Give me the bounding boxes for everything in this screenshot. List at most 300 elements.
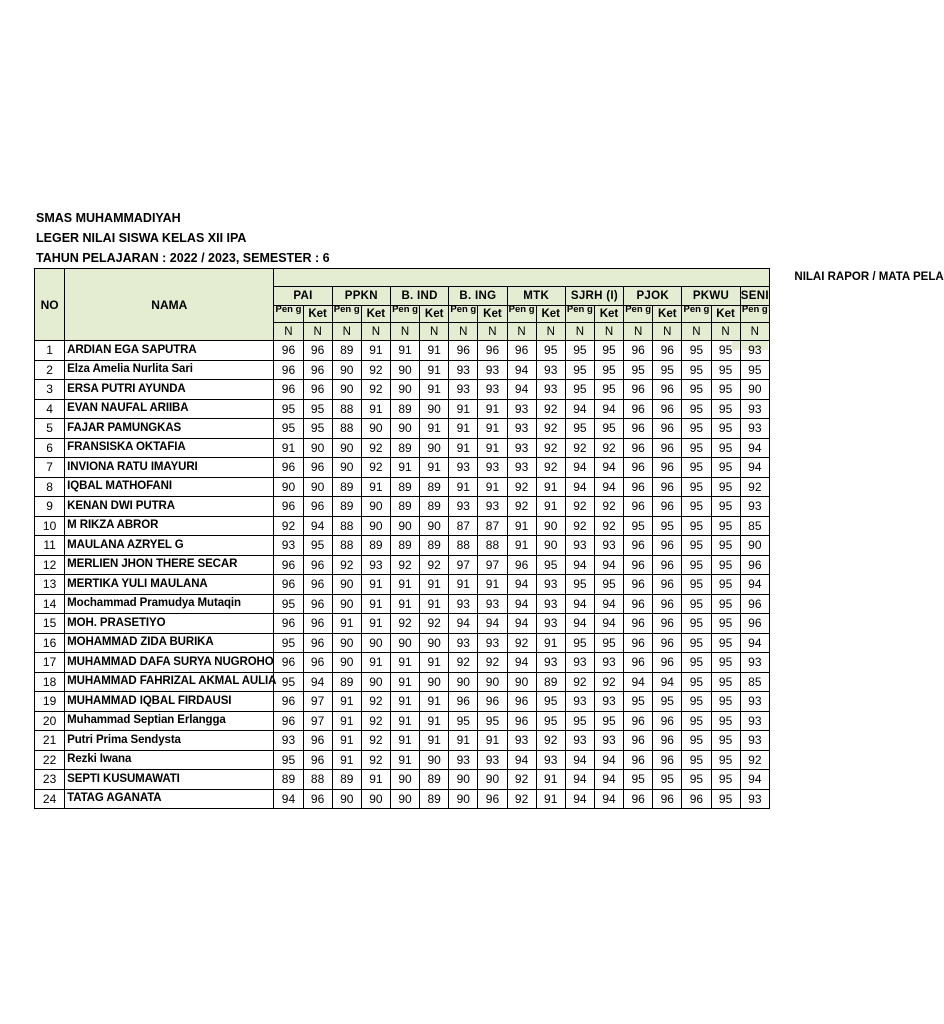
cell-score: 96 (624, 477, 653, 497)
cell-score: 91 (449, 477, 478, 497)
cell-score: 95 (711, 360, 740, 380)
cell-score: 93 (740, 789, 769, 809)
cell-score: 93 (478, 458, 507, 478)
cell-score: 96 (303, 594, 332, 614)
table-row (35, 633, 770, 653)
cell-score: 96 (478, 789, 507, 809)
cell-score: 96 (303, 341, 332, 361)
cell-score: 91 (420, 731, 449, 751)
cell-score: 91 (478, 477, 507, 497)
cell-score: 96 (653, 750, 682, 770)
cell-score: 96 (507, 555, 536, 575)
header-row-group (35, 269, 770, 287)
flag-label: N (371, 325, 381, 338)
cell-score: 91 (536, 633, 565, 653)
cell-score: 96 (478, 341, 507, 361)
subject-label: SENI (740, 290, 769, 303)
cell-score: 93 (274, 731, 303, 751)
cell-nama: ERSA PUTRI AYUNDA (65, 380, 274, 400)
table-row (35, 341, 770, 361)
cell-score: 91 (390, 575, 419, 595)
cell-score: 95 (682, 380, 711, 400)
cell-score: 93 (594, 653, 623, 673)
cell-score: 91 (420, 575, 449, 595)
cell-score: 92 (361, 731, 390, 751)
cell-score: 90 (332, 575, 361, 595)
cell-score: 95 (711, 575, 740, 595)
cell-score: 90 (332, 380, 361, 400)
cell-no: 5 (35, 419, 65, 439)
cell-score: 95 (303, 536, 332, 556)
cell-score: 96 (274, 692, 303, 712)
cell-score: 93 (274, 536, 303, 556)
cell-score: 96 (274, 575, 303, 595)
cell-score: 95 (274, 419, 303, 439)
cell-score: 90 (390, 380, 419, 400)
cell-score: 91 (536, 770, 565, 790)
subject-header (740, 287, 769, 306)
cell-score: 91 (361, 399, 390, 419)
subject-header (565, 287, 623, 306)
cell-nama: MUHAMMAD IQBAL FIRDAUSI (65, 692, 274, 712)
cell-score: 91 (507, 536, 536, 556)
table-row (35, 653, 770, 673)
cell-score: 96 (303, 789, 332, 809)
cell-score: 94 (565, 770, 594, 790)
cell-score: 95 (653, 516, 682, 536)
cell-score: 95 (711, 750, 740, 770)
cell-no: 2 (35, 360, 65, 380)
cell-score: 96 (624, 653, 653, 673)
peng-label: Pen g (566, 304, 593, 315)
cell-score: 96 (507, 711, 536, 731)
cell-score: 93 (449, 750, 478, 770)
subject-label: B. IND (401, 290, 438, 303)
cell-score: 96 (303, 497, 332, 517)
cell-score: 96 (653, 399, 682, 419)
cell-score: 92 (536, 419, 565, 439)
cell-score: 96 (653, 594, 682, 614)
ket-label: Ket (366, 308, 386, 321)
subcolumn-peng (624, 306, 653, 323)
cell-score: 95 (682, 731, 711, 751)
cell-score: 88 (332, 399, 361, 419)
cell-score: 94 (740, 770, 769, 790)
flag-label: N (400, 325, 410, 338)
cell-score: 94 (594, 750, 623, 770)
cell-score: 91 (478, 731, 507, 751)
cell-score: 94 (594, 594, 623, 614)
cell-score: 93 (507, 458, 536, 478)
cell-score: 97 (303, 692, 332, 712)
cell-score: 96 (303, 653, 332, 673)
cell-score: 93 (536, 594, 565, 614)
cell-score: 96 (624, 633, 653, 653)
cell-score: 93 (740, 497, 769, 517)
cell-score: 91 (390, 711, 419, 731)
cell-score: 90 (420, 750, 449, 770)
cell-score: 93 (740, 419, 769, 439)
cell-score: 90 (507, 672, 536, 692)
cell-score: 95 (274, 750, 303, 770)
cell-score: 94 (303, 672, 332, 692)
cell-score: 95 (478, 711, 507, 731)
cell-score: 91 (332, 750, 361, 770)
cell-score: 92 (507, 770, 536, 790)
subcolumn-peng (507, 306, 536, 323)
cell-score: 89 (420, 789, 449, 809)
cell-score: 90 (361, 419, 390, 439)
cell-score: 96 (624, 614, 653, 634)
cell-score: 92 (594, 438, 623, 458)
flag-cell (303, 323, 332, 341)
subject-label: SJRH (I) (570, 290, 618, 303)
subject-label: PKWU (692, 290, 730, 303)
cell-score: 95 (682, 653, 711, 673)
cell-score: 96 (449, 692, 478, 712)
cell-score: 92 (565, 672, 594, 692)
subcolumn-peng (449, 306, 478, 323)
cell-score: 96 (274, 614, 303, 634)
cell-nama: TATAG AGANATA (65, 789, 274, 809)
cell-score: 89 (420, 770, 449, 790)
cell-nama: MOHAMMAD ZIDA BURIKA (65, 633, 274, 653)
cell-score: 92 (594, 516, 623, 536)
cell-score: 94 (594, 614, 623, 634)
cell-score: 94 (740, 458, 769, 478)
flag-cell (653, 323, 682, 341)
cell-score: 90 (303, 477, 332, 497)
cell-score: 92 (361, 750, 390, 770)
cell-score: 90 (361, 672, 390, 692)
flag-label: N (692, 325, 701, 338)
flag-cell (682, 323, 711, 341)
cell-score: 95 (303, 399, 332, 419)
cell-score: 94 (594, 789, 623, 809)
cell-score: 85 (740, 672, 769, 692)
ket-label: Ket (308, 308, 327, 321)
cell-score: 94 (449, 614, 478, 634)
cell-score: 95 (711, 594, 740, 614)
cell-score: 91 (507, 516, 536, 536)
cell-score: 95 (682, 555, 711, 575)
cell-score: 92 (594, 672, 623, 692)
cell-no: 15 (35, 614, 65, 634)
cell-score: 95 (274, 672, 303, 692)
subcolumn-peng (565, 306, 594, 323)
flag-cell (361, 323, 390, 341)
cell-score: 93 (594, 731, 623, 751)
cell-score: 90 (303, 438, 332, 458)
flag-label: N (342, 325, 351, 338)
cell-score: 94 (507, 360, 536, 380)
table-row (35, 731, 770, 751)
cell-score: 96 (624, 750, 653, 770)
peng-label: Pen g (450, 304, 477, 315)
cell-score: 93 (449, 633, 478, 653)
cell-score: 93 (740, 653, 769, 673)
cell-score: 92 (390, 614, 419, 634)
cell-no: 16 (35, 633, 65, 653)
ket-label: Ket (658, 308, 677, 321)
cell-score: 96 (507, 341, 536, 361)
cell-score: 94 (740, 438, 769, 458)
cell-score: 89 (332, 770, 361, 790)
cell-score: 96 (624, 399, 653, 419)
cell-score: 91 (390, 653, 419, 673)
cell-score: 96 (449, 341, 478, 361)
cell-score: 91 (420, 341, 449, 361)
cell-score: 95 (594, 575, 623, 595)
cell-score: 92 (361, 711, 390, 731)
subcolumn-peng (390, 306, 419, 323)
cell-score: 92 (361, 360, 390, 380)
cell-score: 95 (711, 653, 740, 673)
flag-cell (332, 323, 361, 341)
cell-score: 92 (536, 458, 565, 478)
cell-score: 88 (449, 536, 478, 556)
cell-score: 94 (594, 477, 623, 497)
flag-label: N (663, 325, 672, 338)
cell-score: 90 (536, 516, 565, 536)
cell-score: 94 (507, 653, 536, 673)
cell-score: 96 (653, 341, 682, 361)
cell-nama: INVIONA RATU IMAYURI (65, 458, 274, 478)
cell-score: 92 (361, 692, 390, 712)
cell-score: 96 (624, 555, 653, 575)
cell-score: 96 (653, 789, 682, 809)
cell-score: 89 (332, 477, 361, 497)
cell-score: 96 (653, 438, 682, 458)
flag-label: N (430, 325, 439, 338)
peng-label: Pen g (392, 304, 418, 315)
cell-score: 95 (653, 770, 682, 790)
cell-score: 94 (274, 789, 303, 809)
cell-score: 96 (682, 789, 711, 809)
cell-score: 96 (740, 594, 769, 614)
cell-score: 95 (682, 692, 711, 712)
cell-score: 91 (361, 653, 390, 673)
subcolumn-ket (653, 306, 682, 323)
cell-score: 90 (390, 360, 419, 380)
cell-score: 95 (594, 380, 623, 400)
subject-header (390, 287, 448, 306)
table-row (35, 380, 770, 400)
cell-score: 89 (332, 341, 361, 361)
cell-score: 97 (303, 711, 332, 731)
flag-label: N (313, 325, 322, 338)
cell-no: 6 (35, 438, 65, 458)
subject-label: PPKN (344, 290, 378, 303)
cell-score: 96 (303, 555, 332, 575)
cell-score: 93 (507, 419, 536, 439)
peng-label: Pen g (741, 304, 768, 315)
cell-score: 94 (653, 672, 682, 692)
cell-score: 92 (507, 477, 536, 497)
cell-score: 97 (449, 555, 478, 575)
cell-score: 90 (449, 770, 478, 790)
cell-score: 95 (594, 633, 623, 653)
subcolumn-ket (478, 306, 507, 323)
cell-score: 92 (420, 614, 449, 634)
cell-score: 93 (478, 750, 507, 770)
cell-score: 92 (536, 731, 565, 751)
cell-score: 96 (624, 575, 653, 595)
cell-score: 91 (361, 770, 390, 790)
cell-score: 91 (332, 711, 361, 731)
table-row (35, 438, 770, 458)
cell-nama: Muhammad Septian Erlangga (65, 711, 274, 731)
cell-score: 95 (682, 614, 711, 634)
cell-score: 91 (478, 419, 507, 439)
cell-score: 96 (624, 594, 653, 614)
cell-score: 93 (449, 360, 478, 380)
cell-score: 95 (682, 633, 711, 653)
cell-score: 95 (711, 633, 740, 653)
cell-no: 17 (35, 653, 65, 673)
cell-score: 88 (332, 536, 361, 556)
cell-score: 92 (274, 516, 303, 536)
cell-no: 8 (35, 477, 65, 497)
cell-score: 93 (478, 380, 507, 400)
cell-score: 95 (711, 711, 740, 731)
cell-score: 94 (594, 399, 623, 419)
cell-nama: FAJAR PAMUNGKAS (65, 419, 274, 439)
cell-score: 93 (449, 458, 478, 478)
cell-score: 96 (303, 360, 332, 380)
cell-score: 95 (682, 477, 711, 497)
cell-score: 95 (303, 419, 332, 439)
cell-score: 92 (536, 438, 565, 458)
cell-no: 11 (35, 536, 65, 556)
cell-score: 95 (682, 360, 711, 380)
group-header-label: NILAI RAPOR / MATA PELA (794, 270, 944, 283)
cell-score: 93 (565, 692, 594, 712)
cell-score: 90 (478, 770, 507, 790)
flag-cell (390, 323, 419, 341)
cell-score: 92 (361, 380, 390, 400)
cell-score: 91 (420, 594, 449, 614)
cell-nama: IQBAL MATHOFANI (65, 477, 274, 497)
cell-score: 94 (740, 575, 769, 595)
cell-score: 90 (332, 789, 361, 809)
peng-label: Pen g (275, 304, 302, 315)
subject-header (624, 287, 682, 306)
cell-score: 87 (449, 516, 478, 536)
cell-score: 96 (507, 692, 536, 712)
cell-score: 94 (507, 750, 536, 770)
flag-label: N (575, 325, 585, 338)
cell-score: 93 (478, 633, 507, 653)
cell-score: 97 (478, 555, 507, 575)
cell-score: 89 (390, 438, 419, 458)
cell-score: 90 (361, 497, 390, 517)
cell-score: 95 (536, 341, 565, 361)
cell-score: 91 (274, 438, 303, 458)
cell-score: 95 (565, 360, 594, 380)
cell-score: 94 (507, 380, 536, 400)
cell-score: 91 (536, 477, 565, 497)
cell-score: 96 (653, 633, 682, 653)
flag-cell (478, 323, 507, 341)
cell-no: 19 (35, 692, 65, 712)
cell-score: 95 (565, 633, 594, 653)
cell-score: 90 (332, 594, 361, 614)
cell-nama: Rezki Iwana (65, 750, 274, 770)
cell-score: 93 (478, 360, 507, 380)
cell-score: 92 (507, 633, 536, 653)
cell-score: 90 (332, 458, 361, 478)
cell-score: 90 (420, 438, 449, 458)
flag-label: N (517, 325, 526, 338)
flag-label: N (750, 325, 759, 338)
table-row (35, 575, 770, 595)
cell-score: 95 (711, 399, 740, 419)
cell-score: 91 (478, 438, 507, 458)
cell-no: 9 (35, 497, 65, 517)
subcolumn-peng (740, 306, 769, 323)
flag-label: N (604, 325, 614, 338)
cell-score: 95 (711, 692, 740, 712)
flag-label: N (284, 325, 293, 338)
cell-score: 91 (420, 653, 449, 673)
cell-nama: M RIKZA ABROR (65, 516, 274, 536)
cell-score: 93 (507, 731, 536, 751)
peng-label: Pen g (333, 304, 360, 315)
cell-score: 96 (274, 711, 303, 731)
table-row (35, 360, 770, 380)
cell-nama: FRANSISKA OKTAFIA (65, 438, 274, 458)
subject-label: B. ING (459, 290, 497, 303)
cell-score: 96 (274, 555, 303, 575)
cell-score: 96 (653, 653, 682, 673)
cell-score: 95 (682, 672, 711, 692)
cell-score: 91 (390, 731, 419, 751)
cell-score: 93 (740, 341, 769, 361)
cell-score: 95 (711, 497, 740, 517)
cell-score: 93 (536, 360, 565, 380)
cell-score: 96 (303, 633, 332, 653)
cell-score: 96 (653, 458, 682, 478)
cell-score: 92 (507, 789, 536, 809)
cell-score: 93 (536, 614, 565, 634)
flag-cell (536, 323, 565, 341)
subject-header (274, 287, 332, 306)
cell-score: 91 (361, 614, 390, 634)
cell-score: 90 (390, 770, 419, 790)
cell-score: 96 (740, 614, 769, 634)
cell-score: 91 (536, 789, 565, 809)
cell-score: 95 (711, 770, 740, 790)
table-row (35, 594, 770, 614)
flag-cell (274, 323, 303, 341)
cell-score: 92 (740, 750, 769, 770)
cell-score: 94 (740, 633, 769, 653)
cell-score: 89 (390, 399, 419, 419)
cell-score: 95 (594, 360, 623, 380)
cell-score: 93 (478, 594, 507, 614)
cell-score: 90 (361, 789, 390, 809)
cell-score: 96 (303, 750, 332, 770)
cell-no: 21 (35, 731, 65, 751)
cell-score: 96 (624, 419, 653, 439)
subcolumn-ket (420, 306, 449, 323)
cell-score: 96 (653, 477, 682, 497)
cell-score: 91 (361, 594, 390, 614)
document-header (36, 208, 330, 268)
cell-score: 92 (361, 438, 390, 458)
cell-nama: SEPTI KUSUMAWATI (65, 770, 274, 790)
